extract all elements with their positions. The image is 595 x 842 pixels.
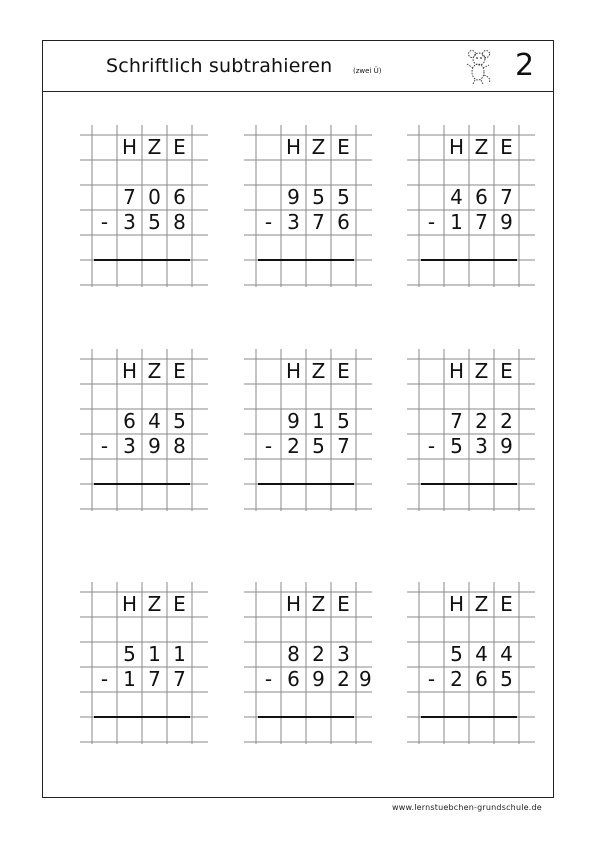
place-value-header: Z (311, 135, 326, 159)
minus-sign: - (264, 434, 273, 458)
minuend-digit: 2 (500, 409, 513, 433)
place-value-header: Z (147, 592, 162, 616)
subtraction-problem (80, 125, 208, 287)
minus-sign: - (427, 434, 436, 458)
minuend-digit: 4 (475, 642, 488, 666)
subtrahend-digit: 2 (287, 434, 300, 458)
minus-sign: - (100, 667, 109, 691)
minus-sign: - (100, 434, 109, 458)
subtrahend-digit: 6 (337, 210, 350, 234)
place-value-header: H (448, 359, 465, 383)
subtrahend-digit: 7 (475, 210, 488, 234)
minuend-digit: 5 (173, 409, 186, 433)
minuend-digit: 5 (123, 642, 136, 666)
place-value-header: H (121, 359, 138, 383)
place-value-header: E (337, 359, 350, 383)
extra-subtrahend-digit: 9 (359, 667, 372, 691)
subtrahend-digit: 8 (173, 434, 186, 458)
minuend-digit: 4 (148, 409, 161, 433)
place-value-header: E (173, 592, 186, 616)
subtrahend-digit: 5 (500, 667, 513, 691)
minus-sign: - (100, 210, 109, 234)
minuend-digit: 6 (123, 409, 136, 433)
minus-sign: - (264, 667, 273, 691)
minuend-digit: 5 (337, 409, 350, 433)
minuend-digit: 2 (312, 642, 325, 666)
place-value-header: Z (311, 359, 326, 383)
place-value-header: H (121, 135, 138, 159)
worksheet-subtitle: (zwei Ü) (353, 67, 382, 75)
minuend-digit: 4 (500, 642, 513, 666)
subtraction-problem (407, 349, 535, 511)
subtrahend-digit: 3 (475, 434, 488, 458)
subtrahend-digit: 1 (123, 667, 136, 691)
place-value-header: E (173, 359, 186, 383)
subtrahend-digit: 9 (312, 667, 325, 691)
place-value-header: H (285, 359, 302, 383)
subtrahend-digit: 3 (287, 210, 300, 234)
subtrahend-digit: 9 (500, 210, 513, 234)
subtrahend-digit: 6 (475, 667, 488, 691)
worksheet-title: Schriftlich subtrahieren (106, 55, 333, 77)
minuend-digit: 5 (312, 185, 325, 209)
minuend-digit: 1 (312, 409, 325, 433)
subtrahend-digit: 3 (123, 434, 136, 458)
minuend-digit: 0 (148, 185, 161, 209)
subtraction-problem (407, 125, 535, 287)
subtrahend-digit: 3 (123, 210, 136, 234)
minuend-digit: 1 (173, 642, 186, 666)
place-value-header: Z (474, 359, 489, 383)
minuend-digit: 2 (475, 409, 488, 433)
minuend-digit: 1 (148, 642, 161, 666)
subtrahend-digit: 7 (337, 434, 350, 458)
mouse-mascot-icon (458, 48, 498, 90)
page-number: 2 (515, 48, 535, 83)
subtrahend-digit: 1 (450, 210, 463, 234)
subtrahend-digit: 7 (173, 667, 186, 691)
place-value-header: Z (474, 592, 489, 616)
minuend-digit: 3 (337, 642, 350, 666)
place-value-header: E (500, 135, 513, 159)
subtrahend-digit: 9 (500, 434, 513, 458)
place-value-header: H (448, 135, 465, 159)
minus-sign: - (264, 210, 273, 234)
subtrahend-digit: 5 (450, 434, 463, 458)
minus-sign: - (427, 667, 436, 691)
subtrahend-digit: 8 (173, 210, 186, 234)
subtrahend-digit: 2 (337, 667, 350, 691)
place-value-header: E (337, 135, 350, 159)
subtrahend-digit: 7 (148, 667, 161, 691)
place-value-header: Z (147, 135, 162, 159)
place-value-header: E (500, 592, 513, 616)
minuend-digit: 7 (500, 185, 513, 209)
minuend-digit: 7 (450, 409, 463, 433)
place-value-header: H (448, 592, 465, 616)
subtrahend-digit: 6 (287, 667, 300, 691)
minuend-digit: 9 (287, 409, 300, 433)
subtraction-problem (80, 582, 208, 744)
place-value-header: E (337, 592, 350, 616)
minus-sign: - (427, 210, 436, 234)
place-value-header: H (285, 592, 302, 616)
minuend-digit: 7 (123, 185, 136, 209)
subtraction-problem (244, 582, 372, 744)
worksheet-header (42, 40, 554, 92)
minuend-digit: 4 (450, 185, 463, 209)
minuend-digit: 5 (450, 642, 463, 666)
subtraction-problem (244, 349, 372, 511)
minuend-digit: 6 (173, 185, 186, 209)
subtraction-problem (407, 582, 535, 744)
subtrahend-digit: 5 (148, 210, 161, 234)
place-value-header: Z (311, 592, 326, 616)
minuend-digit: 8 (287, 642, 300, 666)
subtrahend-digit: 7 (312, 210, 325, 234)
minuend-digit: 5 (337, 185, 350, 209)
subtrahend-digit: 2 (450, 667, 463, 691)
subtrahend-digit: 5 (312, 434, 325, 458)
footer-url: www.lernstuebchen-grundschule.de (392, 803, 542, 812)
place-value-header: E (500, 359, 513, 383)
minuend-digit: 9 (287, 185, 300, 209)
place-value-header: Z (147, 359, 162, 383)
place-value-header: H (285, 135, 302, 159)
place-value-header: E (173, 135, 186, 159)
subtrahend-digit: 9 (148, 434, 161, 458)
minuend-digit: 6 (475, 185, 488, 209)
place-value-header: Z (474, 135, 489, 159)
subtraction-problem (80, 349, 208, 511)
place-value-header: H (121, 592, 138, 616)
subtraction-problem (244, 125, 372, 287)
